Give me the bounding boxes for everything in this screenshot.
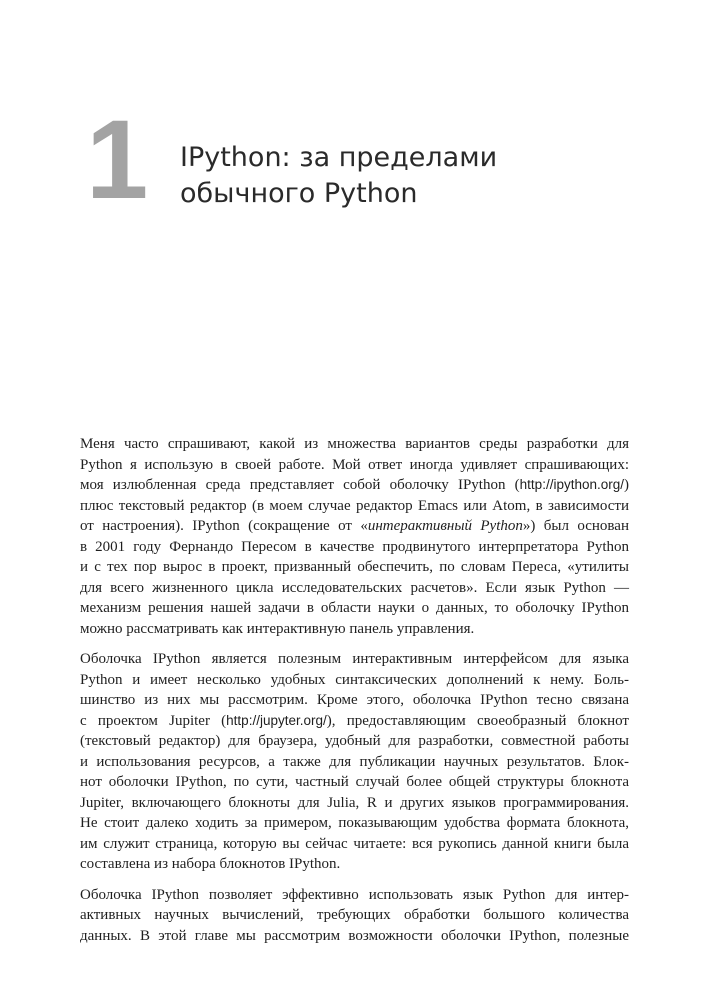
text-line — [80, 475, 629, 496]
text-line: шинство из них мы рассмотрим. Кроме этого, оболочка IPython тесно связана — [80, 692, 629, 708]
text-segment: ») был основан — [522, 518, 629, 534]
text-line: для всего жизненного цикла исследовательских расчетов». Если язык Python — — [80, 579, 629, 596]
text-line: (текстовый редактор) для браузера, удобный для разработки, совместной работы — [80, 733, 629, 749]
text-line: Python я использую в своей работе. Мой ответ иногда удивляет спрашивающих: — [80, 456, 629, 473]
text-line: в 2001 году Фернандо Пересом в качестве продвинутого интерпретатора Python — [80, 538, 629, 555]
jupyter-url-link[interactable]: http://jupyter.org/ — [226, 712, 327, 728]
paragraph-3 — [80, 885, 629, 947]
text-line: механизм решения нашей задачи в области науки о данных, то оболочку IPython — [80, 600, 629, 616]
chapter-title — [180, 140, 600, 212]
text-line: данных. В этой главе мы рассмотрим возможности оболочки IPython, полезные — [80, 927, 629, 944]
text-line: Оболочка IPython является полезным интерактивным интерфейсом для языка — [80, 651, 629, 667]
text-line: нот оболочки IPython, по сути, частный случай более общей структуры блокнота — [80, 774, 629, 790]
body-text — [80, 434, 629, 956]
text-line — [80, 711, 629, 732]
chapter-title-line-2: обычного Python — [180, 178, 418, 209]
paragraph-1 — [80, 434, 629, 639]
emphasis-text: интерактивный Python — [367, 518, 523, 534]
text-line: Оболочка IPython позволяет эффективно использовать язык Python для интер- — [80, 886, 629, 903]
text-segment: ), предоставляющим своеобразный блокнот — [326, 712, 629, 729]
text-line: Не стоит далеко ходить за примером, показывающим удобства формата блокнота, — [80, 815, 629, 831]
text-segment: с проектом Jupiter ( — [80, 712, 227, 729]
text-line: Меня часто спрашивают, какой из множества вариантов среды разработки для — [80, 436, 629, 452]
text-line: Jupiter, включающего блокноты для Julia, R и других языков программирования. — [80, 794, 629, 811]
text-line — [80, 516, 629, 537]
text-line: можно рассматривать как интерактивную панель управления. — [80, 620, 475, 637]
text-line: плюс текстовый редактор (в моем случае редактор Emacs или Atom, в зависимости — [80, 497, 629, 514]
paragraph-2 — [80, 649, 629, 875]
text-line: им служит страница, которую вы сейчас читаете: вся рукопись данной книги была — [80, 835, 629, 852]
ipython-url-link[interactable]: http://ipython.org/ — [519, 477, 624, 492]
text-segment: моя излюбленная среда представляет собой оболочку IPython ( — [80, 477, 520, 493]
chapter-title-line-1: IPython: за пределами — [180, 142, 498, 173]
text-line: составлена из набора блокнотов IPython. — [80, 856, 341, 872]
text-line: Python и имеет несколько удобных синтаксических дополнений к нему. Боль- — [80, 671, 629, 688]
chapter-number: 1 — [86, 97, 147, 222]
text-line: активных научных вычислений, требующих обработки большого количества — [80, 907, 629, 923]
text-line: и использования ресурсов, а также для публикации научных результатов. Блок- — [80, 753, 629, 770]
text-segment: от настроения). IPython (сокращение от « — [80, 518, 368, 534]
text-line: и с тех пор вырос в проект, призванный обеспечить, по словам Переса, «утилиты — [80, 559, 629, 575]
text-segment: ) — [624, 477, 629, 493]
